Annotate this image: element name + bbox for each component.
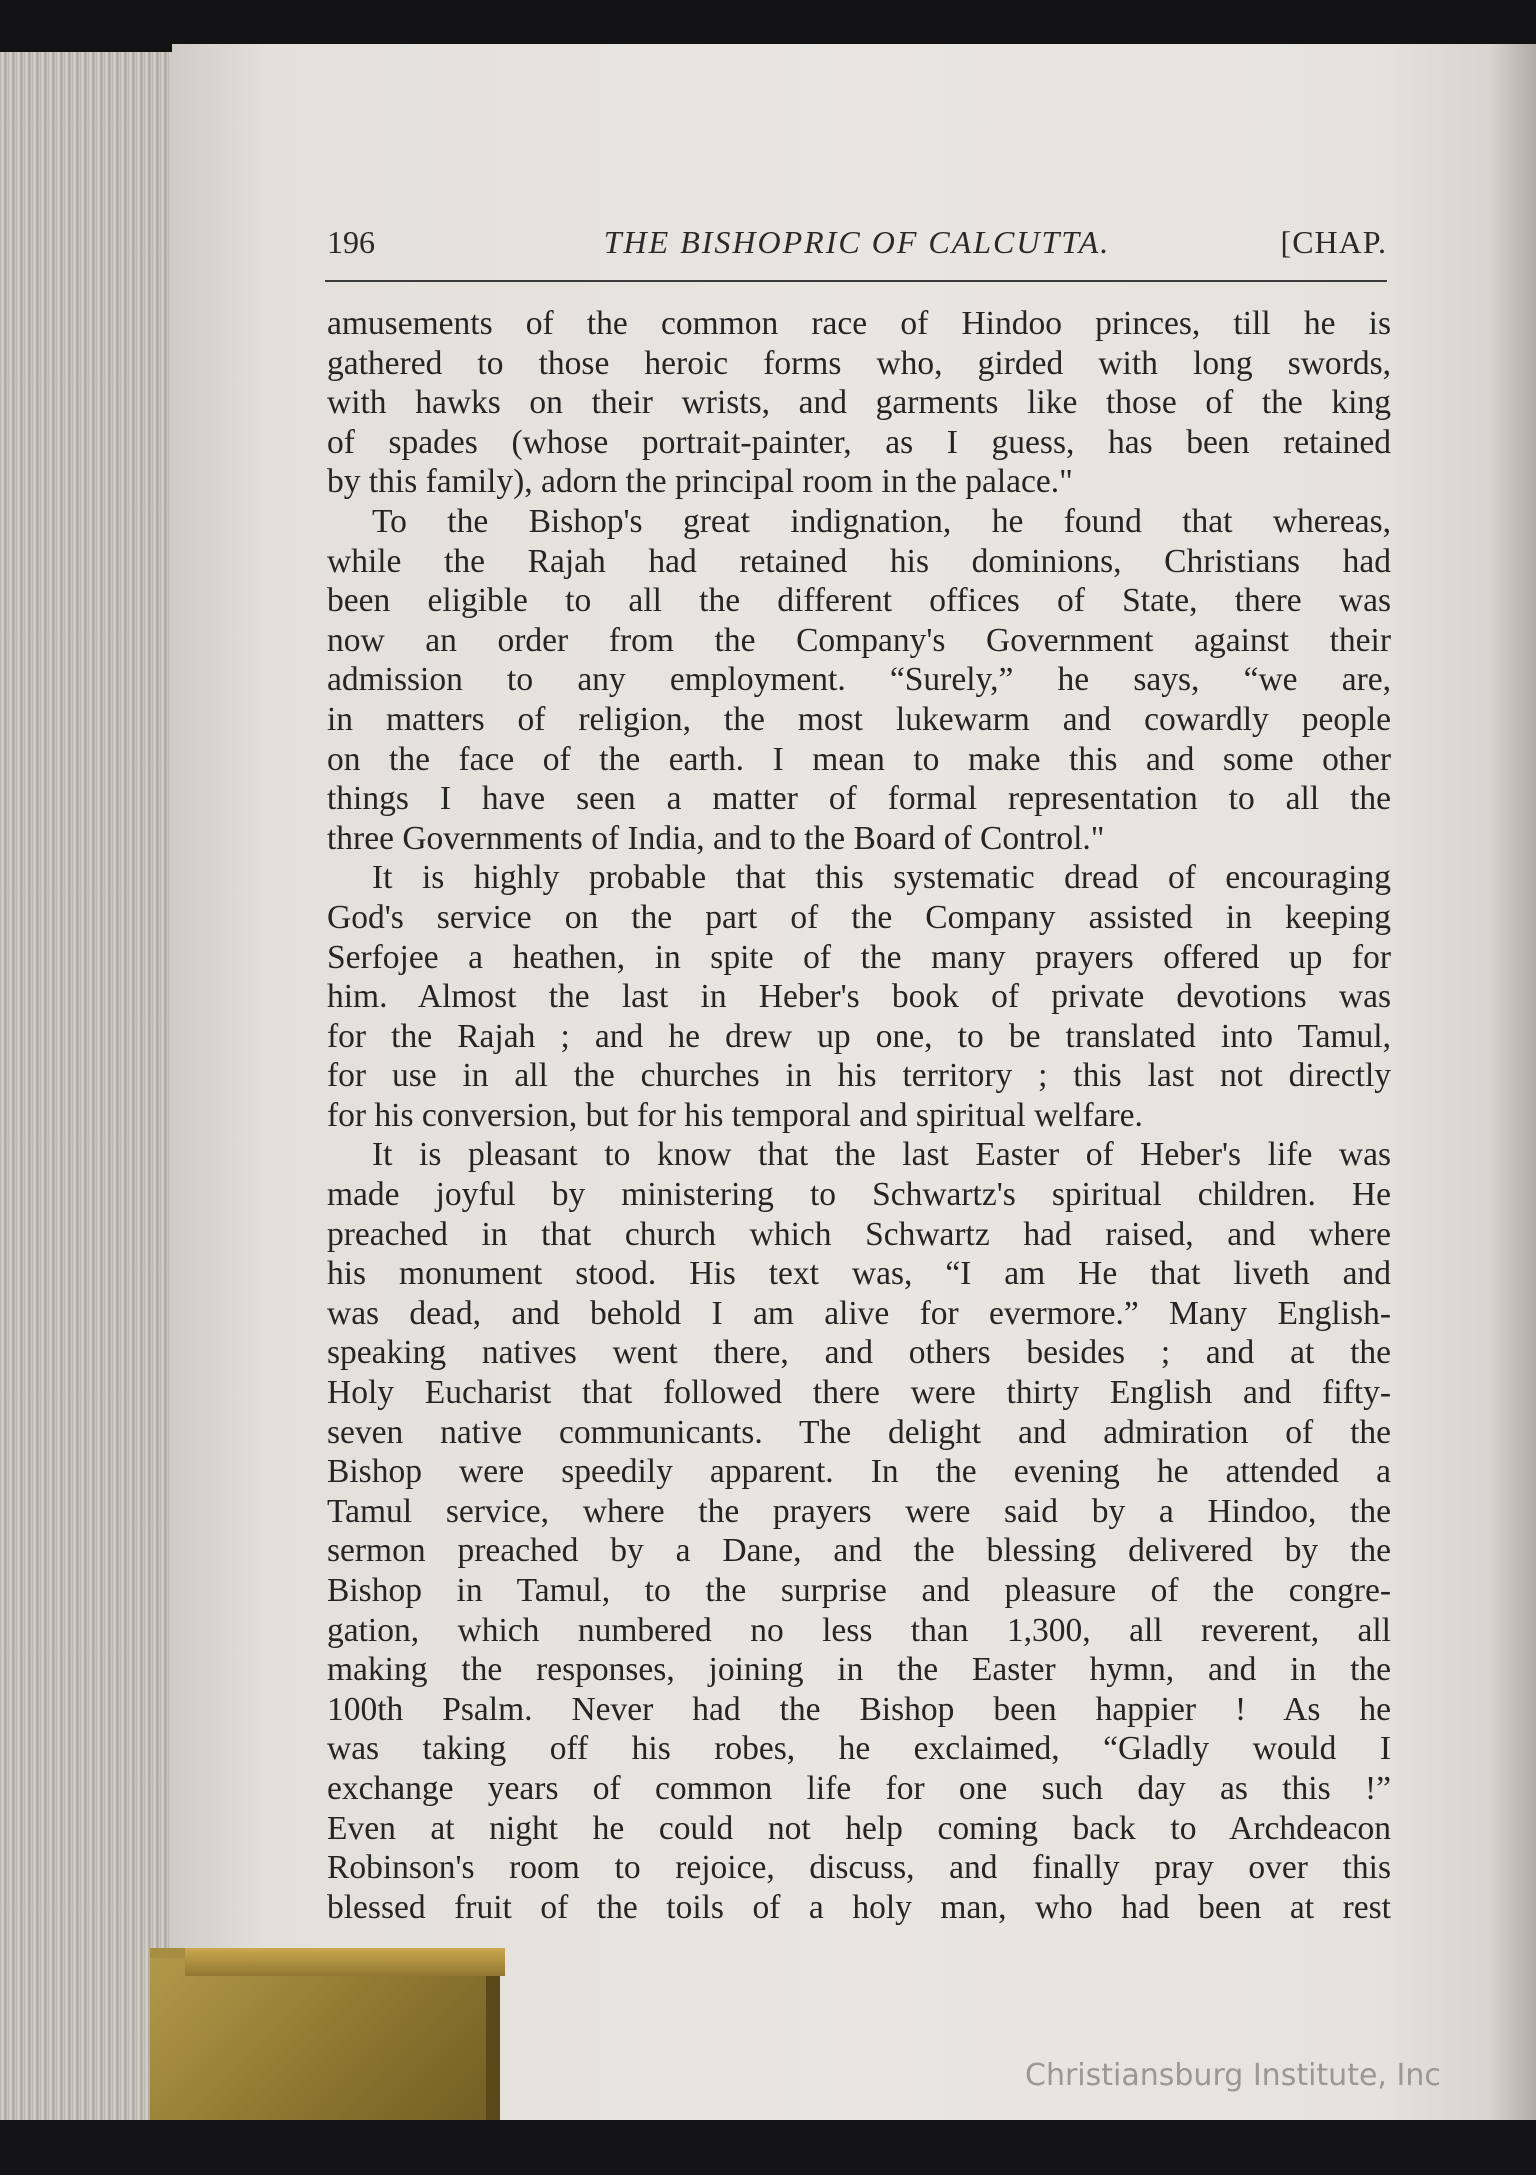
text-line: Serfojee a heathen, in spite of the many prayers offered up for: [327, 938, 1391, 976]
text-line: on the face of the earth. I mean to make this and some other: [327, 740, 1391, 778]
watermark-text: Christiansburg Institute, Inc: [1025, 2058, 1441, 2093]
text-line: in matters of religion, the most lukewarm and cowardly people: [327, 700, 1391, 738]
text-line: exchange years of common life for one such day as this !”: [327, 1769, 1391, 1807]
text-line: sermon preached by a Dane, and the blessing delivered by the: [327, 1532, 1391, 1570]
text-line: Bishop in Tamul, to the surprise and pleasure of the congre-: [327, 1572, 1391, 1609]
text-line: Even at night he could not help coming back to Archdeacon: [327, 1809, 1391, 1847]
background-bottom: [0, 2120, 1536, 2175]
page-shadow: [1490, 44, 1536, 2134]
text-line: blessed fruit of the toils of a holy man, who had been at rest: [327, 1888, 1391, 1926]
header-rule: [325, 280, 1387, 282]
text-line: To the Bishop's great indignation, he found that whereas,: [372, 502, 1391, 540]
page-edges: [0, 52, 190, 2130]
page-header: [327, 220, 1387, 270]
running-title: THE BISHOPRIC OF CALCUTTA.: [603, 224, 1111, 260]
text-line: preached in that church which Schwartz had raised, and where: [327, 1215, 1391, 1253]
text-line: for his conversion, but for his temporal and spiritual welfare.: [327, 1096, 1143, 1134]
text-line: admission to any employment. “Surely,” he says, “we are,: [327, 661, 1391, 699]
text-line: making the responses, joining in the Easter hymn, and in the: [327, 1651, 1391, 1689]
text-line: speaking natives went there, and others besides ; and at the: [327, 1334, 1391, 1372]
text-line: been eligible to all the different offices of State, there was: [327, 582, 1391, 620]
text-line: was taking off his robes, he exclaimed, “Gladly would I: [327, 1730, 1391, 1768]
text-line: Holy Eucharist that followed there were thirty English and fifty-: [327, 1374, 1391, 1412]
text-line: his monument stood. His text was, “I am He that liveth and: [327, 1255, 1391, 1293]
text-line: Robinson's room to rejoice, discuss, and finally pray over this: [327, 1849, 1391, 1887]
text-line: by this family), adorn the principal room in the palace.": [327, 463, 1073, 501]
text-line: made joyful by ministering to Schwartz's spiritual children. He: [327, 1176, 1391, 1214]
wooden-block-top: [185, 1948, 505, 1976]
text-line: amusements of the common race of Hindoo princes, till he is: [327, 305, 1391, 342]
text-line: him. Almost the last in Heber's book of private devotions was: [327, 978, 1391, 1016]
text-line: seven native communicants. The delight and admiration of the: [327, 1413, 1391, 1451]
text-line: God's service on the part of the Company assisted in keeping: [327, 898, 1391, 936]
text-line: while the Rajah had retained his dominions, Christians had: [327, 542, 1391, 580]
text-line: was dead, and behold I am alive for evermore.” Many English-: [327, 1294, 1391, 1332]
text-line: gathered to those heroic forms who, girded with long swords,: [327, 344, 1391, 382]
text-line: now an order from the Company's Government against their: [327, 621, 1391, 659]
text-line: It is highly probable that this systematic dread of encouraging: [372, 859, 1391, 897]
chapter-mark: [CHAP.: [1280, 224, 1387, 260]
page-number: 196: [327, 224, 375, 260]
text-line: for use in all the churches in his territory ; this last not directly: [327, 1057, 1391, 1095]
text-line: of spades (whose portrait-painter, as I guess, has been retained: [327, 423, 1391, 461]
text-line: It is pleasant to know that the last Easter of Heber's life was: [372, 1136, 1391, 1174]
text-line: with hawks on their wrists, and garments like those of the king: [327, 384, 1391, 422]
text-line: gation, which numbered no less than 1,300, all reverent, all: [327, 1611, 1391, 1649]
text-line: 100th Psalm. Never had the Bishop been happier ! As he: [327, 1690, 1391, 1728]
text-line: things I have seen a matter of formal representation to all the: [327, 780, 1391, 818]
text-line: three Governments of India, and to the Board of Control.": [327, 819, 1105, 857]
body-text: [327, 304, 1391, 1927]
text-line: Bishop were speedily apparent. In the evening he attended a: [327, 1453, 1391, 1491]
text-line: Tamul service, where the prayers were said by a Hindoo, the: [327, 1492, 1391, 1530]
text-line: for the Rajah ; and he drew up one, to be translated into Tamul,: [327, 1017, 1391, 1055]
wooden-block: [150, 1948, 500, 2148]
